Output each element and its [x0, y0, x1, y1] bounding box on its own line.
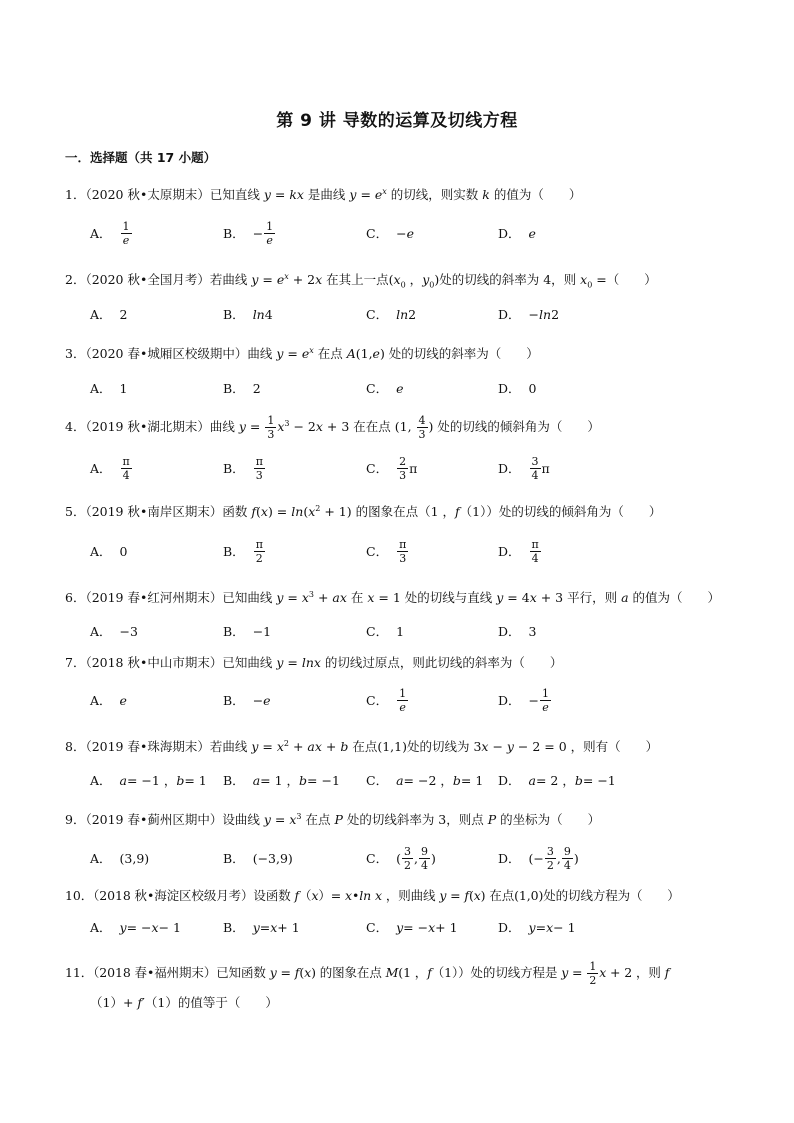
question-4-options [90, 450, 750, 486]
option-b[interactable]: B． (−3,9) [223, 850, 293, 866]
option-b[interactable]: B． − $\frac{1}{e}$ [223, 219, 274, 247]
option-d[interactable]: D． 0 [498, 380, 537, 396]
option-a[interactable]: A． $\frac{\pi}{4}$ [90, 454, 130, 482]
question-6-options [90, 613, 750, 649]
option-b[interactable]: B． $\frac{\pi}{2}$ [223, 537, 263, 565]
option-c[interactable]: C． y = − x + 1 [366, 919, 458, 935]
option-a[interactable]: A． 0 [90, 543, 128, 559]
page-title: 第 9 讲 导数的运算及切线方程 [276, 111, 518, 131]
question-6: 6．（2019 春•红河州期末）已知曲线 $y = x^3$ + ax 在 x = 1 处的切线与直线 y = 4x + 3 平行，则 a 的值为（ ） [65, 590, 721, 606]
option-d[interactable]: D． $\frac{\pi}{4}$ [498, 537, 539, 565]
option-d[interactable]: D． a = 2 ， b = −1 [498, 772, 616, 788]
option-c[interactable]: C． ln 2 [366, 306, 417, 322]
question-7: 7．（2018 秋•中山市期末）已知曲线 y = lnx 的切线过原点，则此切线的斜率为（ ） [65, 655, 563, 670]
question-1-options [90, 215, 750, 251]
option-b[interactable]: B． − e [223, 692, 271, 708]
question-8-options [90, 762, 750, 798]
question-9-options [90, 840, 750, 876]
option-c[interactable]: C． 1 [366, 623, 405, 639]
section-heading: 一．选择题（共 17 小题） [65, 150, 217, 165]
option-b[interactable]: B． ln 4 [223, 306, 273, 322]
option-a[interactable]: A． 2 [90, 306, 128, 322]
option-b[interactable]: B． −1 [223, 623, 272, 639]
option-b[interactable]: B． $\frac{\pi}{3}$ [223, 454, 263, 482]
option-a[interactable]: A． y = − x − 1 [90, 919, 181, 935]
question-9: 9．（2019 春•蓟州区期中）设曲线 $y = x^3$ 在点 P 处的切线斜率为 3，则点 P 的坐标为（ ） [65, 812, 601, 828]
question-2-options [90, 296, 750, 332]
option-c[interactable]: C． e [366, 380, 404, 396]
option-c[interactable]: C． − e [366, 225, 414, 241]
option-a[interactable]: A． e [90, 692, 127, 708]
question-2: 2．（2020 秋•全国月考）若曲线 $y = e^x + 2x$ 在其上一点($x_0$ ，$y_0$)处的切线的斜率为 4，则 $x_0$ =（ ） [65, 272, 657, 290]
question-11: 11．（2018 春•福州期末）已知函数 y = f(x) 的图象在点 M(1 ，f（1））处的切线方程是 y = $\frac{1}{2}$ x + 2 ，则 f [65, 960, 670, 987]
option-c[interactable]: C． ( $\frac{3}{2}$ , $\frac{9}{4}$ ) [366, 844, 436, 872]
option-b[interactable]: B． y = x + 1 [223, 919, 300, 935]
option-b[interactable]: B． 2 [223, 380, 261, 396]
option-c[interactable]: C． $\frac{2}{3}$ π [366, 454, 418, 482]
question-10: 10．（2018 秋•海淀区校级月考）设函数 f（x）= x•ln x ，则曲线 y = f(x) 在点(1,0)处的切线方程为（ ） [65, 888, 680, 903]
option-d[interactable]: D． e [498, 225, 536, 241]
option-d[interactable]: D． − ln 2 [498, 306, 560, 322]
question-4: 4．（2019 秋•湖北期末）曲线 y = $\frac{1}{3}$ $x^3 - 2x + 3$ 在在点 (1, $\frac{4}{3}$ ) 处的切线的倾斜角为（ ） [65, 414, 600, 441]
question-3-options [90, 370, 750, 406]
question-5-options [90, 533, 750, 569]
question-11-continued: （1）+ f′（1）的值等于（ ） [90, 995, 278, 1010]
option-c[interactable]: C． $\frac{\pi}{3}$ [366, 537, 407, 565]
option-d[interactable]: D． y = x − 1 [498, 919, 576, 935]
option-a[interactable]: A． a = −1 ， b = 1 [90, 772, 207, 788]
option-d[interactable]: D． $\frac{3}{4}$ π [498, 454, 550, 482]
option-d[interactable]: D． 3 [498, 623, 537, 639]
question-10-options [90, 909, 750, 945]
question-1: 1．（2020 秋•太原期末）已知直线 y = kx 是曲线 $y = e^x$ 的切线，则实数 k 的值为（ ） [65, 187, 582, 203]
option-c[interactable]: C． a = −2 ， b = 1 [366, 772, 484, 788]
option-d[interactable]: D． (− $\frac{3}{2}$ , $\frac{9}{4}$ ) [498, 844, 579, 872]
option-b[interactable]: B． a = 1 ， b = −1 [223, 772, 340, 788]
question-5: 5．（2019 秋•南岸区期末）函数 $f(x) = \ln(x^2 + 1)$ 的图象在点（1 ，f（1））处的切线的倾斜角为（ ） [65, 504, 662, 520]
option-a[interactable]: A． 1 [90, 380, 128, 396]
option-a[interactable]: A． −3 [90, 623, 138, 639]
question-8: 8．（2019 春•珠海期末）若曲线 $y = x^2$ + ax + b 在点(1,1)处的切线为 3x − y − 2 = 0 ，则有（ ） [65, 739, 659, 755]
option-d[interactable]: D． − $\frac{1}{e}$ [498, 686, 550, 714]
question-7-options [90, 682, 750, 718]
option-a[interactable]: A． $\frac{1}{e}$ [90, 219, 130, 247]
option-a[interactable]: A． (3,9) [90, 850, 150, 866]
option-c[interactable]: C． $\frac{1}{e}$ [366, 686, 407, 714]
question-3: 3．（2020 春•城厢区校级期中）曲线 $y = e^x$ 在点 A(1,e) 处的切线的斜率为（ ） [65, 346, 539, 362]
